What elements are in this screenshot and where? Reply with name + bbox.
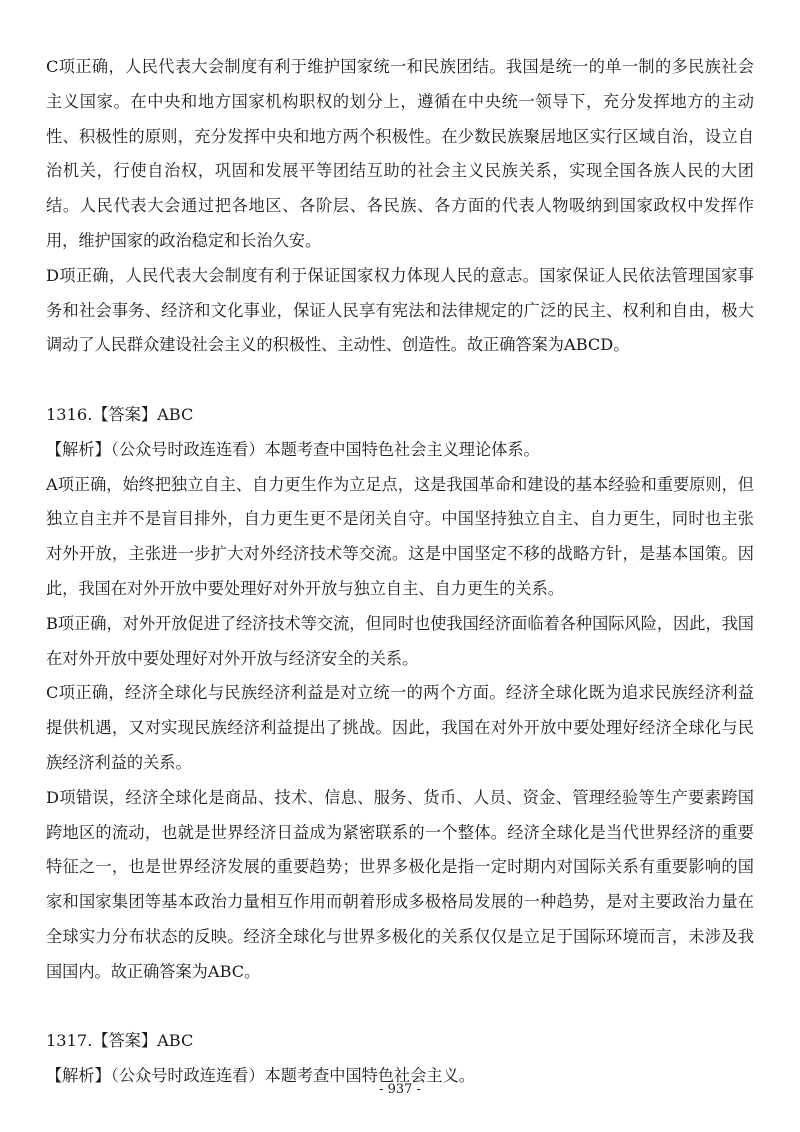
option-a-explanation-1316: A项正确，始终把独立自主、自力更生作为立足点，这是我国革命和建设的基本经验和重要原则，但独立自主并不是盲目排外，自力更生更不是闭关自守。中国坚持独立自主、自力更生，同时也主张对外开放，主张进一步扩大对外经济技术等交流。这是中国坚定不移的战略方针，是基本国策。因此，我国在对外开放中要处理好对外开放与独立自主、自力更生的关系。	[46, 474, 754, 598]
document-body	[46, 50, 754, 1094]
paragraph-spacer	[46, 990, 754, 1025]
answer-1317: 1317.【答案】ABC	[46, 1031, 194, 1051]
analysis-heading-1317: 【解析】（公众号时政连连看）本题考查中国特色社会主义。	[46, 1066, 475, 1086]
analysis-heading-1316: 【解析】（公众号时政连连看）本题考查中国特色社会主义理论体系。	[46, 439, 540, 459]
option-c-explanation-1316: C项正确，经济全球化与民族经济利益是对立统一的两个方面。经济全球化既为追求民族经济利益提供机遇，又对实现民族经济利益提出了挑战。因此，我国在对外开放中要处理好经济全球化与民族经济利益的关系。	[46, 683, 754, 772]
option-c-explanation-1315: C项正确，人民代表大会制度有利于维护国家统一和民族团结。我国是统一的单一制的多民族社会主义国家。在中央和地方国家机构职权的划分上，遵循在中央统一领导下，充分发挥地方的主动性、积极性的原则，充分发挥中央和地方两个积极性。在少数民族聚居地区实行区域自治，设立自治机关，行使自治权，巩固和发展平等团结互助的社会主义民族关系，实现全国各族人民的大团结。人民代表大会通过把各地区、各阶层、各民族、各方面的代表人物吸纳到国家政权中发挥作用，维护国家的政治稳定和长治久安。	[46, 57, 754, 250]
option-d-explanation-1316: D项错误，经济全球化是商品、技术、信息、服务、货币、人员、资金、管理经验等生产要素跨国跨地区的流动，也就是世界经济日益成为紧密联系的一个整体。经济全球化是当代世界经济的重要特征之一，也是世界经济发展的重要趋势；世界多极化是指一定时期内对国际关系有重要影响的国家和国家集团等基本政治力量相互作用而朝着形成多极格局发展的一种趋势，是对主要政治力量在全球实力分布状态的反映。经济全球化与世界多极化的关系仅仅是立足于国际环境而言，未涉及我国国内。故正确答案为ABC。	[46, 787, 754, 981]
option-b-explanation-1316: B项正确，对外开放促进了经济技术等交流，但同时也使我国经济面临着各种国际风险，因此，我国在对外开放中要处理好对外开放与经济安全的关系。	[46, 613, 754, 668]
option-d-explanation-1315: D项正确，人民代表大会制度有利于保证国家权力体现人民的意志。国家保证人民依法管理国家事务和社会事务、经济和文化事业，保证人民享有宪法和法律规定的广泛的民主、权利和自由，极大调动了人民群众建设社会主义的积极性、主动性、创造性。故正确答案为ABCD。	[46, 265, 754, 355]
answer-1316: 1316.【答案】ABC	[46, 404, 194, 424]
page-number: - 937 -	[379, 1082, 421, 1097]
paragraph-spacer	[46, 363, 754, 398]
